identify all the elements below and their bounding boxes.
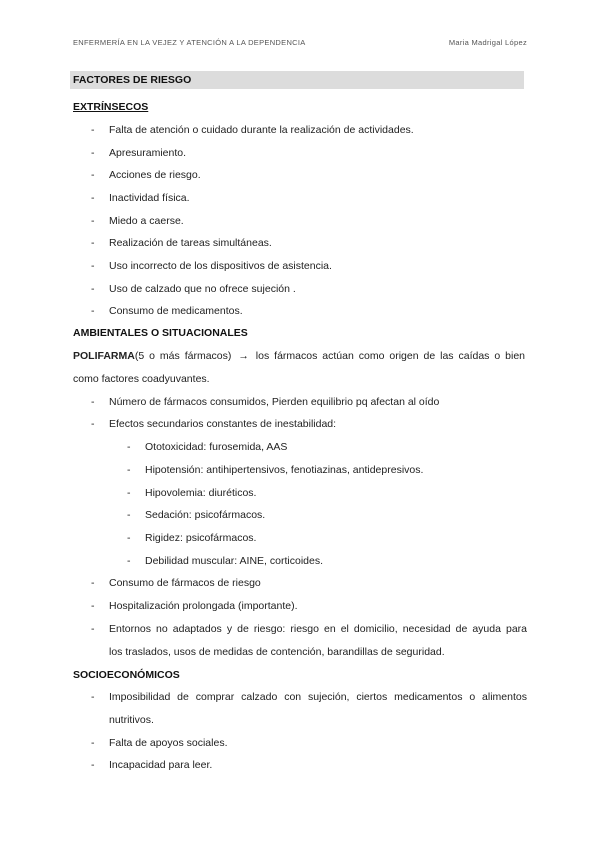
sub-list-item: Hipovolemia: diuréticos. [145, 487, 257, 499]
sub-list-item: Rigidez: psicofármacos. [145, 532, 257, 544]
sub-bullet-dash: - [127, 441, 131, 453]
section-title-bar [70, 71, 524, 89]
sub-bullet-dash: - [127, 509, 131, 521]
list-item: Falta de apoyos sociales. [109, 737, 228, 749]
polifarma-label: POLIFARMA [73, 350, 135, 362]
list-item: Uso incorrecto de los dispositivos de asistencia. [109, 260, 332, 272]
sub-bullet-dash: - [127, 532, 131, 544]
list-item: Consumo de fármacos de riesgo [109, 577, 261, 589]
bullet-dash: - [91, 169, 95, 181]
list-item: Acciones de riesgo. [109, 169, 201, 181]
list-item-cont: los traslados, usos de medidas de contención, barandillas de seguridad. [109, 646, 445, 658]
polifarma-paragraph-cont: como factores coadyuvantes. [73, 373, 210, 385]
sub-list-item: Ototoxicidad: furosemida, AAS [145, 441, 288, 453]
list-item: Inactividad física. [109, 192, 190, 204]
list-item: Realización de tareas simultáneas. [109, 237, 272, 249]
heading-ambientales: AMBIENTALES O SITUACIONALES [73, 327, 248, 339]
bullet-dash: - [91, 192, 95, 204]
bullet-dash: - [91, 600, 95, 612]
list-item: Apresuramiento. [109, 147, 187, 159]
bullet-dash: - [91, 691, 95, 703]
sub-list-item: Debilidad muscular: AINE, corticoides. [145, 555, 323, 567]
polifarma-text: los fármacos actúan como origen de las caídas o bien [255, 350, 525, 362]
list-item: Número de fármacos consumidos, Pierden equilibrio pq afectan al oído [109, 396, 440, 408]
section-title: FACTORES DE RIESGO [73, 74, 192, 86]
sub-bullet-dash: - [127, 555, 131, 567]
sub-bullet-dash: - [127, 487, 131, 499]
polifarma-paragraph [73, 350, 525, 363]
bullet-dash: - [91, 215, 95, 227]
bullet-dash: - [91, 124, 95, 136]
bullet-dash: - [91, 418, 95, 430]
sub-list-item: Hipotensión: antihipertensivos, fenotiazinas, antidepresivos. [145, 464, 424, 476]
list-item: Imposibilidad de comprar calzado con sujeción, ciertos medicamentos o alimentos [109, 691, 527, 703]
bullet-dash: - [91, 283, 95, 295]
list-item: Falta de atención o cuidado durante la realización de actividades. [109, 124, 414, 136]
list-item: Hospitalización prolongada (importante). [109, 600, 298, 612]
list-item: Uso de calzado que no ofrece sujeción . [109, 283, 296, 295]
polifarma-paren: (5 o más fármacos) [134, 350, 232, 362]
page-header [73, 38, 527, 47]
list-item-cont: nutritivos. [109, 714, 154, 726]
heading-extrinsecos: EXTRÍNSECOS [73, 101, 149, 113]
header-course-title: ENFERMERÍA EN LA VEJEZ Y ATENCIÓN A LA DEPENDENCIA [73, 38, 306, 47]
heading-socioeconomicos: SOCIOECONÓMICOS [73, 669, 180, 681]
sub-bullet-dash: - [127, 464, 131, 476]
list-item: Incapacidad para leer. [109, 759, 213, 771]
bullet-dash: - [91, 577, 95, 589]
list-item: Miedo a caerse. [109, 215, 184, 227]
list-item: Entornos no adaptados y de riesgo: riesgo en el domicilio, necesidad de ayuda para [109, 623, 527, 635]
bullet-dash: - [91, 237, 95, 249]
bullet-dash: - [91, 623, 95, 635]
bullet-dash: - [91, 396, 95, 408]
bullet-dash: - [91, 260, 95, 272]
bullet-dash: - [91, 737, 95, 749]
list-item: Consumo de medicamentos. [109, 305, 243, 317]
arrow-right-icon: → [238, 350, 249, 362]
bullet-dash: - [91, 147, 95, 159]
bullet-dash: - [91, 759, 95, 771]
header-author: Maria Madrigal López [448, 38, 527, 47]
list-item: Efectos secundarios constantes de inestabilidad: [109, 418, 337, 430]
sub-list-item: Sedación: psicofármacos. [145, 509, 266, 521]
bullet-dash: - [91, 305, 95, 317]
